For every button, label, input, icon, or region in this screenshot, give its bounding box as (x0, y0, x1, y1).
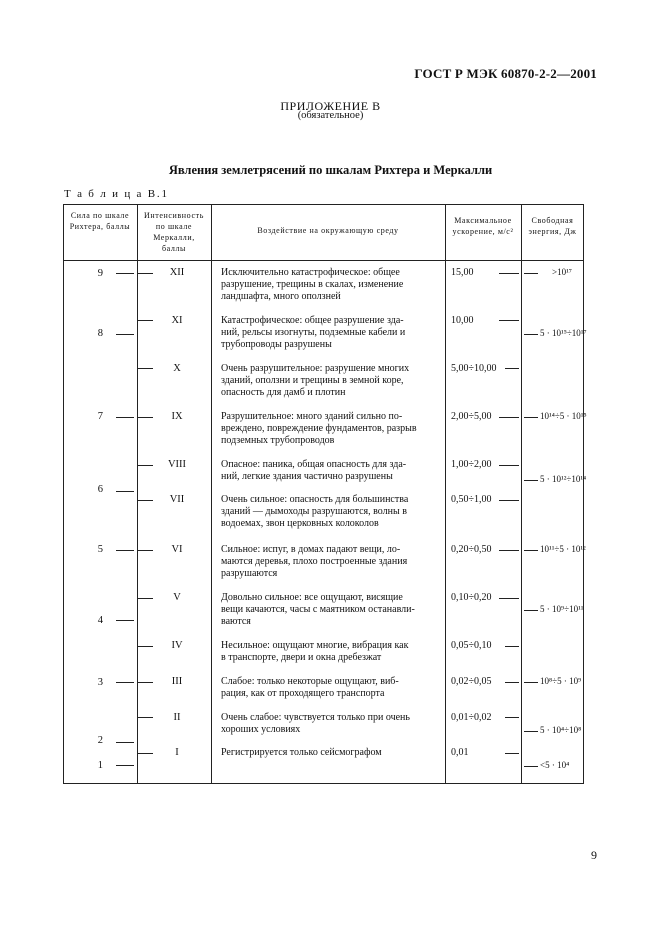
acceleration-dash (505, 717, 519, 718)
richter-dash (116, 550, 134, 551)
impact-description: Разрушительное: много зданий сильно по- вреждено, повреждение фундаментов, разрыв подземных трубопроводов (221, 411, 417, 447)
col-header-acceleration: Максимальное ускорение, м/с² (452, 216, 514, 236)
acceleration-value: 0,50÷1,00 (451, 494, 492, 505)
col-header-energy: Свободная энергия, Дж (528, 216, 577, 236)
acceleration-value: 0,01 (451, 747, 469, 758)
energy-value: >10¹⁷ (552, 267, 572, 277)
energy-dash (524, 334, 538, 335)
acceleration-value: 1,00÷2,00 (451, 459, 492, 470)
column-divider (211, 204, 212, 784)
acceleration-value: 0,02÷0,05 (451, 676, 492, 687)
richter-value: 9 (97, 268, 103, 279)
acceleration-dash (499, 417, 519, 418)
column-divider (521, 204, 522, 784)
acceleration-value: 0,10÷0,20 (451, 592, 492, 603)
impact-description: Очень сильное: опасность для большинства зданий — дымоходы разрушаются, волны в водоемах, звон церковных колоколов (221, 494, 409, 530)
acceleration-dash (499, 273, 519, 274)
acceleration-dash (505, 753, 519, 754)
energy-dash (524, 731, 538, 732)
impact-description: Довольно сильное: все ощущают, висящие вещи качаются, часы с маятником останавли- ваются (221, 592, 415, 628)
appendix-title: ПРИЛОЖЕНИЕ В (280, 99, 381, 113)
energy-value: <5 · 10⁴ (540, 760, 570, 770)
richter-value: 4 (97, 615, 103, 626)
acceleration-value: 0,01÷0,02 (451, 712, 492, 723)
acceleration-value: 10,00 (451, 315, 474, 326)
acceleration-dash (499, 550, 519, 551)
richter-value: 6 (97, 484, 103, 495)
acceleration-dash (499, 500, 519, 501)
acceleration-value: 0,20÷0,50 (451, 544, 492, 555)
mercalli-level: I (175, 747, 179, 758)
energy-value: 5 · 10⁹÷10¹¹ (540, 604, 584, 614)
mercalli-level: VIII (167, 459, 187, 470)
richter-dash (116, 491, 134, 492)
table-label: Т а б л и ц а В.1 (64, 188, 169, 200)
mercalli-level: V (173, 592, 181, 603)
mercalli-dash (138, 320, 153, 321)
energy-dash (524, 610, 538, 611)
impact-description: Очень слабое: чувствуется только при очень хороших условиях (221, 712, 410, 736)
document-header: ГОСТ Р МЭК 60870-2-2—2001 (414, 66, 597, 81)
energy-value: 5 · 10¹⁵÷10¹⁷ (540, 328, 587, 338)
energy-dash (524, 766, 538, 767)
column-divider (137, 204, 138, 784)
richter-dash (116, 273, 134, 274)
mercalli-dash (138, 598, 153, 599)
richter-dash (116, 417, 134, 418)
energy-value: 10¹⁴÷5 · 10¹⁵ (540, 411, 587, 421)
richter-value: 1 (97, 760, 103, 771)
energy-dash (524, 480, 538, 481)
mercalli-dash (138, 682, 153, 683)
energy-value: 5 · 10¹²÷10¹⁴ (540, 474, 587, 484)
richter-value: 3 (97, 677, 103, 688)
mercalli-level: II (173, 712, 181, 723)
mercalli-dash (138, 417, 153, 418)
page-number: 9 (591, 848, 597, 862)
acceleration-dash (505, 646, 519, 647)
col-header-impact: Воздействие на окружающую среду (257, 226, 399, 235)
mercalli-level: XI (171, 315, 183, 326)
energy-dash (524, 273, 538, 274)
mercalli-level: XII (169, 267, 185, 278)
mercalli-dash (138, 646, 153, 647)
col-header-richter: Сила по шкале Рихтера, баллы (69, 211, 131, 231)
richter-value: 5 (97, 544, 103, 555)
acceleration-value: 5,00÷10,00 (451, 363, 497, 374)
acceleration-dash (499, 320, 519, 321)
energy-dash (524, 682, 538, 683)
header-divider (63, 260, 584, 261)
column-divider (445, 204, 446, 784)
richter-value: 8 (97, 328, 103, 339)
impact-description: Опасное: паника, общая опасность для зда- ний, легкие здания частично разрушены (221, 459, 407, 483)
richter-dash (116, 765, 134, 766)
impact-description: Регистрируется только сейсмографом (221, 747, 382, 758)
mercalli-level: III (171, 676, 183, 687)
mercalli-level: X (173, 363, 181, 374)
acceleration-dash (505, 682, 519, 683)
energy-dash (524, 417, 538, 418)
richter-dash (116, 620, 134, 621)
impact-description: Слабое: только некоторые ощущают, виб- рация, как от проходящего транспорта (221, 676, 399, 700)
acceleration-dash (499, 465, 519, 466)
richter-value: 2 (97, 735, 103, 746)
richter-dash (116, 742, 134, 743)
energy-value: 10¹¹÷5 · 10¹² (540, 544, 586, 554)
impact-description: Исключительно катастрофическое: общее разрушение, трещины в скалах, изменение ландшафта, много оползней (221, 267, 404, 303)
mercalli-dash (138, 717, 153, 718)
mercalli-dash (138, 753, 153, 754)
mercalli-dash (138, 368, 153, 369)
acceleration-value: 15,00 (451, 267, 474, 278)
col-header-mercalli: Интенсивность по шкале Меркалли, баллы (144, 211, 204, 253)
table-title: Явления землетрясений по шкалам Рихтера и Меркалли (168, 163, 493, 177)
appendix-subtitle: (обязательное) (297, 110, 364, 121)
impact-description: Катастрофическое: общее разрушение зда- ний, рельсы изогнуты, подземные кабели и трубопроводы разрушены (221, 315, 406, 351)
richter-value: 7 (97, 411, 103, 422)
acceleration-dash (499, 598, 519, 599)
energy-value: 10⁸÷5 · 10⁹ (540, 676, 582, 686)
acceleration-value: 0,05÷0,10 (451, 640, 492, 651)
richter-dash (116, 334, 134, 335)
mercalli-level: VII (169, 494, 185, 505)
richter-dash (116, 682, 134, 683)
mercalli-level: IV (171, 640, 183, 651)
energy-dash (524, 550, 538, 551)
mercalli-dash (138, 273, 153, 274)
acceleration-value: 2,00÷5,00 (451, 411, 492, 422)
impact-description: Очень разрушительное: разрушение многих зданий, оползни и трещины в земной коре, опасность для дамб и плотин (221, 363, 410, 399)
mercalli-dash (138, 500, 153, 501)
impact-description: Сильное: испуг, в домах падают вещи, ло- маются деревья, плохо построенные здания разрушаются (221, 544, 408, 580)
mercalli-level: VI (171, 544, 183, 555)
impact-description: Несильное: ощущают многие, вибрация как в транспорте, двери и окна дребезжат (221, 640, 409, 664)
acceleration-dash (505, 368, 519, 369)
mercalli-level: IX (171, 411, 183, 422)
energy-value: 5 · 10⁴÷10⁸ (540, 725, 582, 735)
mercalli-dash (138, 465, 153, 466)
mercalli-dash (138, 550, 153, 551)
